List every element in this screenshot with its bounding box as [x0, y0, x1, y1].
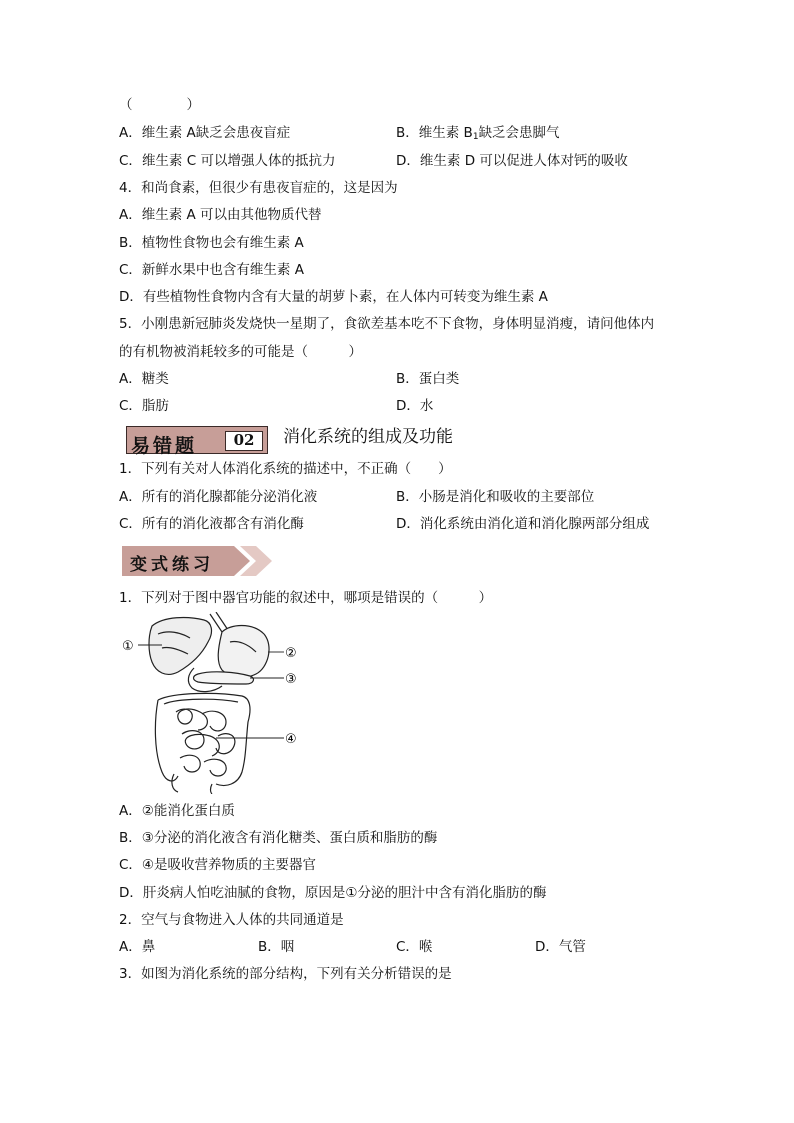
figure-label-1: ① — [122, 639, 134, 654]
v-q3-stem: 3．如图为消化系统的部分结构，下列有关分析错误的是 — [119, 966, 452, 982]
v-q1-option-b[interactable]: B．③分泌的消化液含有消化糖类、蛋白质和脂肪的酶 — [119, 830, 438, 846]
q5-option-c[interactable]: C．脂肪 — [119, 398, 169, 414]
q4-stem: 4．和尚食素，但很少有患夜盲症的，这是因为 — [119, 180, 398, 196]
q3-answer-paren: （ ） — [119, 97, 200, 113]
q5-stem-line1: 5．小刚患新冠肺炎发烧快一星期了，食欲差基本吃不下食物，身体明显消瘦，请问他体内 — [119, 316, 655, 332]
v-q2-option-a[interactable]: A．鼻 — [119, 939, 156, 955]
v-q1-stem: 1．下列对于图中器官功能的叙述中，哪项是错误的（ ） — [119, 590, 493, 606]
v-q1-option-c[interactable]: C．④是吸收营养物质的主要器官 — [119, 857, 317, 873]
section-number: 02 — [225, 431, 263, 451]
variant-label: 变式练习 — [130, 555, 214, 575]
q4-option-b[interactable]: B．植物性食物也会有维生素 A — [119, 235, 304, 251]
q4-option-c[interactable]: C．新鲜水果中也含有维生素 A — [119, 262, 304, 278]
v-q2-stem: 2．空气与食物进入人体的共同通道是 — [119, 912, 344, 928]
figure-label-4: ④ — [285, 732, 297, 747]
s2-q1-option-a[interactable]: A．所有的消化腺都能分泌消化液 — [119, 489, 318, 505]
q3-option-b[interactable]: B．维生素 $B_1$缺乏会患脚气 — [396, 125, 560, 142]
section-banner-box — [126, 426, 268, 457]
q3-option-a[interactable]: A．维生素 A缺乏会患夜盲症 — [119, 125, 291, 141]
v-q1-option-a[interactable]: A．②能消化蛋白质 — [119, 803, 235, 819]
v-q2-option-c[interactable]: C．喉 — [396, 939, 433, 955]
figure-label-2: ② — [285, 646, 297, 661]
variant-practice-banner — [122, 546, 272, 578]
q3-option-c[interactable]: C．维生素 C 可以增强人体的抵抗力 — [119, 153, 336, 169]
s2-q1-stem: 1．下列有关对人体消化系统的描述中，不正确（ ） — [119, 461, 452, 477]
section-title: 消化系统的组成及功能 — [283, 427, 453, 447]
q4-option-a[interactable]: A．维生素 A 可以由其他物质代替 — [119, 207, 322, 223]
s2-q1-option-c[interactable]: C．所有的消化液都含有消化酶 — [119, 516, 304, 532]
section-tag: 易错题 — [131, 435, 198, 457]
q5-option-a[interactable]: A．糖类 — [119, 371, 169, 387]
q5-option-b[interactable]: B．蛋白类 — [396, 371, 460, 387]
digestive-system-figure — [118, 612, 318, 794]
v-q2-option-b[interactable]: B．咽 — [258, 939, 295, 955]
q3-option-d[interactable]: D．维生素 D 可以促进人体对钙的吸收 — [396, 153, 628, 169]
section-banner — [126, 425, 272, 457]
q5-stem-line2: 的有机物被消耗较多的可能是（ ） — [119, 344, 362, 360]
figure-label-3: ③ — [285, 672, 297, 687]
v-q2-option-d[interactable]: D．气管 — [535, 939, 586, 955]
q4-option-d[interactable]: D．有些植物性食物内含有大量的胡萝卜素，在人体内可转变为维生素 A — [119, 289, 548, 305]
s2-q1-option-b[interactable]: B．小肠是消化和吸收的主要部位 — [396, 489, 595, 505]
q5-option-d[interactable]: D．水 — [396, 398, 434, 414]
s2-q1-option-d[interactable]: D．消化系统由消化道和消化腺两部分组成 — [396, 516, 650, 532]
v-q1-option-d[interactable]: D．肝炎病人怕吃油腻的食物，原因是①分泌的胆汁中含有消化脂肪的酶 — [119, 885, 547, 901]
